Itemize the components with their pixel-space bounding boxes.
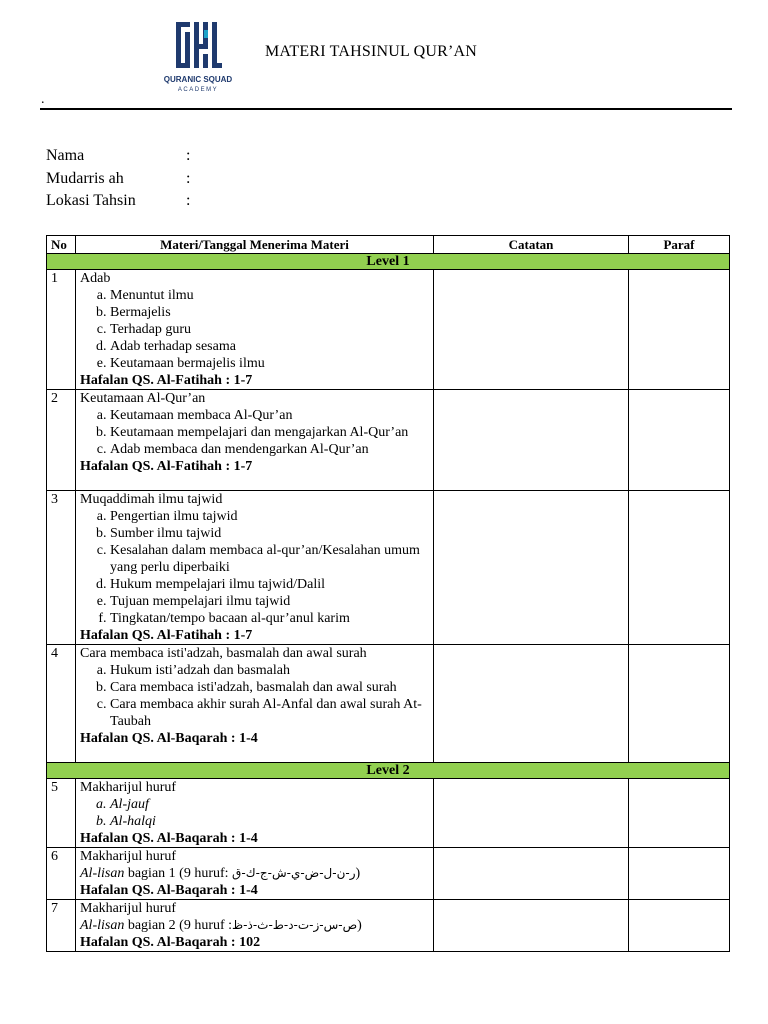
table-row bbox=[47, 491, 730, 645]
list-item: d. Hukum mempelajari ilmu tajwid/Dalil bbox=[110, 576, 429, 593]
list-item: c. Adab membaca dan mendengarkan Al-Qur’an bbox=[110, 441, 429, 458]
row-number: 2 bbox=[47, 390, 76, 491]
lisan-line bbox=[80, 865, 429, 882]
lisan-detail: bagian 2 (9 huruf : bbox=[124, 918, 233, 933]
info-colon: : bbox=[186, 170, 191, 187]
materi-title: Cara membaca isti'adzah, basmalah dan awal surah bbox=[80, 646, 367, 661]
paraf-cell[interactable] bbox=[629, 491, 730, 645]
materi-list bbox=[80, 662, 429, 730]
hafalan-text: Hafalan QS. Al-Baqarah : 1-4 bbox=[80, 731, 258, 746]
materi-title: Keutamaan Al-Qur’an bbox=[80, 391, 206, 406]
level-label: Level 1 bbox=[47, 254, 730, 270]
lisan-label: Al-lisan bbox=[80, 866, 125, 881]
header-dot: . bbox=[41, 92, 45, 107]
table-row bbox=[47, 900, 730, 952]
logo-subtext: ACADEMY bbox=[177, 87, 219, 93]
row-number: 7 bbox=[47, 900, 76, 952]
lisan-detail: bagian 1 (9 huruf: bbox=[124, 866, 233, 881]
list-item: d. Adab terhadap sesama bbox=[110, 338, 429, 355]
paraf-cell[interactable] bbox=[629, 848, 730, 900]
catatan-cell[interactable] bbox=[434, 491, 629, 645]
list-item: c. Kesalahan dalam membaca al-qur’an/Kesalahan umum yang perlu diperbaiki bbox=[110, 542, 429, 576]
materi-cell bbox=[76, 270, 434, 390]
list-item: b. Bermajelis bbox=[110, 304, 429, 321]
catatan-cell[interactable] bbox=[434, 645, 629, 763]
hafalan-text: Hafalan QS. Al-Baqarah : 1-4 bbox=[80, 883, 258, 898]
logo-text: QURANIC SQUAD bbox=[163, 75, 233, 84]
materi-list bbox=[80, 407, 429, 458]
academy-logo bbox=[158, 16, 238, 100]
table-header-row bbox=[47, 236, 730, 254]
list-item: e. Tujuan mempelajari ilmu tajwid bbox=[110, 593, 429, 610]
materi-cell bbox=[76, 491, 434, 645]
info-label: Nama bbox=[46, 147, 85, 164]
row-number: 1 bbox=[47, 270, 76, 390]
table-row bbox=[47, 848, 730, 900]
info-label: Mudarris ah bbox=[46, 170, 124, 187]
info-colon: : bbox=[186, 192, 191, 209]
header-divider bbox=[40, 108, 732, 110]
row-number: 4 bbox=[47, 645, 76, 763]
paraf-cell[interactable] bbox=[629, 779, 730, 848]
list-item: b. Al-halqi bbox=[110, 813, 429, 830]
materi-title: Muqaddimah ilmu tajwid bbox=[80, 492, 223, 507]
paraf-cell[interactable] bbox=[629, 645, 730, 763]
catatan-cell[interactable] bbox=[434, 779, 629, 848]
level-row bbox=[47, 254, 730, 270]
list-item: f. Tingkatan/tempo bacaan al-qur’anul karim bbox=[110, 610, 429, 627]
list-item: a. Keutamaan membaca Al-Qur’an bbox=[110, 407, 429, 424]
paraf-cell[interactable] bbox=[629, 270, 730, 390]
materi-cell bbox=[76, 645, 434, 763]
table-row bbox=[47, 779, 730, 848]
materi-cell bbox=[76, 390, 434, 491]
lisan-close: ) bbox=[355, 866, 361, 881]
hafalan-text: Hafalan QS. Al-Fatihah : 1-7 bbox=[80, 628, 253, 643]
materi-list bbox=[80, 287, 429, 372]
lisan-line bbox=[80, 917, 429, 934]
materi-title: Adab bbox=[80, 271, 111, 286]
lisan-close: ) bbox=[357, 918, 362, 933]
materi-cell bbox=[76, 779, 434, 848]
paraf-cell[interactable] bbox=[629, 900, 730, 952]
materi-title: Makharijul huruf bbox=[80, 780, 177, 795]
materi-table bbox=[46, 235, 730, 952]
list-item: b. Cara membaca isti'adzah, basmalah dan awal surah bbox=[110, 679, 429, 696]
hafalan-text: Hafalan QS. Al-Fatihah : 1-7 bbox=[80, 373, 253, 388]
list-item: a. Al-jauf bbox=[110, 796, 429, 813]
materi-title: Makharijul huruf bbox=[80, 901, 177, 916]
materi-list bbox=[80, 508, 429, 627]
logo-mark-icon bbox=[158, 16, 238, 100]
list-item: a. Pengertian ilmu tajwid bbox=[110, 508, 429, 525]
header-paraf: Paraf bbox=[629, 236, 730, 254]
arabic-letters: ر-ن-ل-ض-ي-ش-ج-ك-ق bbox=[232, 866, 356, 880]
list-item: b. Keutamaan mempelajari dan mengajarkan Al-Qur’an bbox=[110, 424, 429, 441]
list-item: b. Sumber ilmu tajwid bbox=[110, 525, 429, 542]
catatan-cell[interactable] bbox=[434, 270, 629, 390]
materi-cell bbox=[76, 900, 434, 952]
list-item: c. Terhadap guru bbox=[110, 321, 429, 338]
list-item: c. Cara membaca akhir surah Al-Anfal dan awal surah At-Taubah bbox=[110, 696, 429, 730]
hafalan-text: Hafalan QS. Al-Baqarah : 102 bbox=[80, 935, 261, 950]
header-materi: Materi/Tanggal Menerima Materi bbox=[76, 236, 434, 254]
hafalan-text: Hafalan QS. Al-Baqarah : 1-4 bbox=[80, 831, 258, 846]
table-row bbox=[47, 270, 730, 390]
list-item: a. Menuntut ilmu bbox=[110, 287, 429, 304]
paraf-cell[interactable] bbox=[629, 390, 730, 491]
catatan-cell[interactable] bbox=[434, 848, 629, 900]
table-row bbox=[47, 645, 730, 763]
materi-cell bbox=[76, 848, 434, 900]
info-colon: : bbox=[186, 147, 191, 164]
document-title: MATERI TAHSINUL QUR’AN bbox=[265, 43, 478, 60]
level-label: Level 2 bbox=[47, 763, 730, 779]
level-row bbox=[47, 763, 730, 779]
catatan-cell[interactable] bbox=[434, 390, 629, 491]
materi-list bbox=[80, 796, 429, 830]
header-catatan: Catatan bbox=[434, 236, 629, 254]
row-number: 6 bbox=[47, 848, 76, 900]
list-item: e. Keutamaan bermajelis ilmu bbox=[110, 355, 429, 372]
arabic-letters: ص-س-ز-ت-د-ط-ث-ذ-ظ bbox=[232, 918, 358, 932]
table-row bbox=[47, 390, 730, 491]
lisan-label: Al-lisan bbox=[80, 918, 125, 933]
info-label: Lokasi Tahsin bbox=[46, 192, 136, 209]
hafalan-text: Hafalan QS. Al-Fatihah : 1-7 bbox=[80, 459, 253, 474]
row-number: 3 bbox=[47, 491, 76, 645]
row-number: 5 bbox=[47, 779, 76, 848]
list-item: a. Hukum isti’adzah dan basmalah bbox=[110, 662, 429, 679]
materi-title: Makharijul huruf bbox=[80, 849, 177, 864]
header-no: No bbox=[47, 236, 76, 254]
catatan-cell[interactable] bbox=[434, 900, 629, 952]
